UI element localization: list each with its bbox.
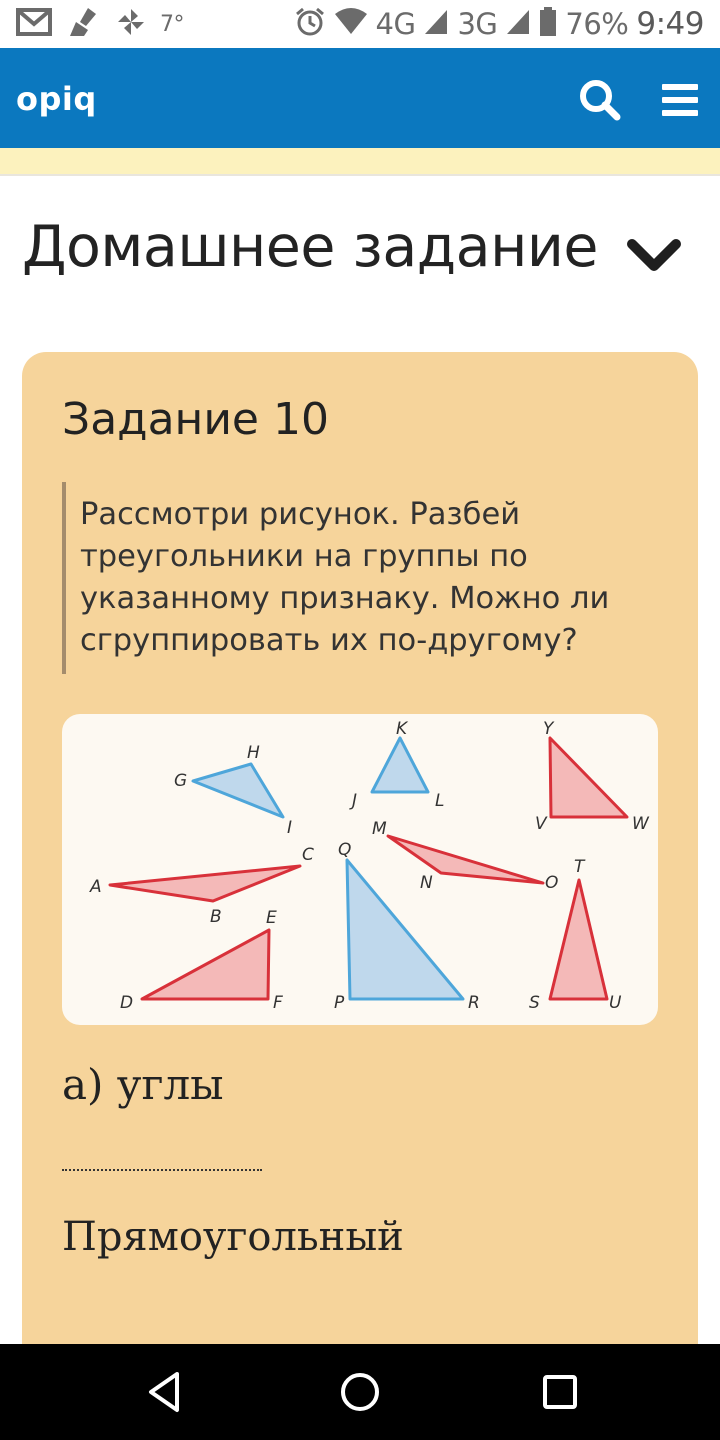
section-toggle[interactable]	[624, 232, 684, 282]
back-icon	[141, 1368, 189, 1416]
chevron-down-icon	[624, 232, 684, 282]
home-button[interactable]	[336, 1368, 384, 1416]
task-prompt: Рассмотри рисунок. Разбей треугольники на группы по указанному признаку. Можно ли сгруппировать их по-другому?	[80, 497, 610, 658]
task-prompt-quote	[62, 482, 642, 674]
back-button[interactable]	[141, 1368, 189, 1416]
wifi-icon	[334, 8, 368, 41]
point-label-o: O	[545, 873, 559, 893]
status-bar	[0, 0, 720, 48]
point-label-i: I	[287, 818, 293, 838]
system-nav-bar	[0, 1344, 720, 1440]
point-label-q: Q	[338, 840, 352, 860]
menu-icon	[656, 76, 704, 124]
point-label-p: P	[334, 993, 345, 1013]
point-label-e: E	[266, 908, 277, 928]
point-label-a: A	[90, 877, 102, 897]
triangle-jkl	[372, 738, 428, 792]
dotted-separator	[62, 1169, 262, 1171]
point-label-c: C	[302, 845, 314, 865]
point-label-b: B	[210, 907, 222, 927]
answer-part-a: а) углы	[62, 1060, 224, 1109]
battery-percent: 76%	[565, 7, 629, 41]
triangle-qpr	[347, 860, 463, 999]
point-label-g: G	[174, 771, 188, 791]
point-label-r: R	[468, 993, 480, 1013]
search-icon	[576, 76, 624, 124]
point-label-u: U	[609, 993, 622, 1013]
triangle-abc	[110, 866, 300, 901]
triangle-yvw	[550, 738, 627, 817]
section-title: Домашнее задание	[22, 214, 598, 280]
answer-text: Прямоугольный	[62, 1214, 404, 1260]
temperature-text: 7°	[160, 11, 184, 37]
triangle-mno	[388, 836, 543, 883]
point-label-f: F	[273, 993, 283, 1013]
network-3g-label: 3G	[457, 7, 498, 41]
task-card	[22, 352, 698, 1440]
divider	[0, 174, 720, 176]
notice-strip	[0, 148, 720, 174]
point-label-w: W	[632, 814, 649, 834]
cleaner-icon	[66, 6, 102, 43]
clock-time: 9:49	[636, 6, 704, 42]
app-header	[0, 48, 720, 148]
home-icon	[336, 1368, 384, 1416]
task-title: Задание 10	[62, 394, 329, 445]
search-button[interactable]	[576, 76, 624, 124]
menu-button[interactable]	[656, 76, 704, 124]
signal-icon	[505, 8, 531, 41]
point-label-y: Y	[543, 719, 554, 739]
point-label-s: S	[529, 993, 540, 1013]
app-logo[interactable]: opiq	[16, 80, 97, 118]
triangle-tsu	[550, 880, 607, 999]
point-label-m: M	[372, 819, 387, 839]
point-label-t: T	[574, 857, 585, 877]
alarm-icon	[294, 6, 326, 43]
pinwheel-icon	[116, 7, 146, 42]
gmail-icon	[16, 7, 52, 42]
point-label-n: N	[420, 873, 433, 893]
network-4g-label: 4G	[375, 7, 416, 41]
triangle-def	[142, 930, 269, 999]
point-label-l: L	[435, 791, 445, 811]
triangle-ghi	[193, 764, 283, 817]
recents-icon	[536, 1368, 584, 1416]
triangles-figure	[62, 714, 658, 1025]
triangles-illustration	[62, 714, 658, 1025]
recents-button[interactable]	[536, 1368, 584, 1416]
point-label-j: J	[352, 791, 358, 811]
signal-icon	[423, 8, 449, 41]
point-label-d: D	[120, 993, 134, 1013]
battery-icon	[539, 7, 557, 42]
point-label-v: V	[535, 814, 547, 834]
point-label-k: K	[396, 719, 408, 739]
point-label-h: H	[247, 743, 260, 763]
